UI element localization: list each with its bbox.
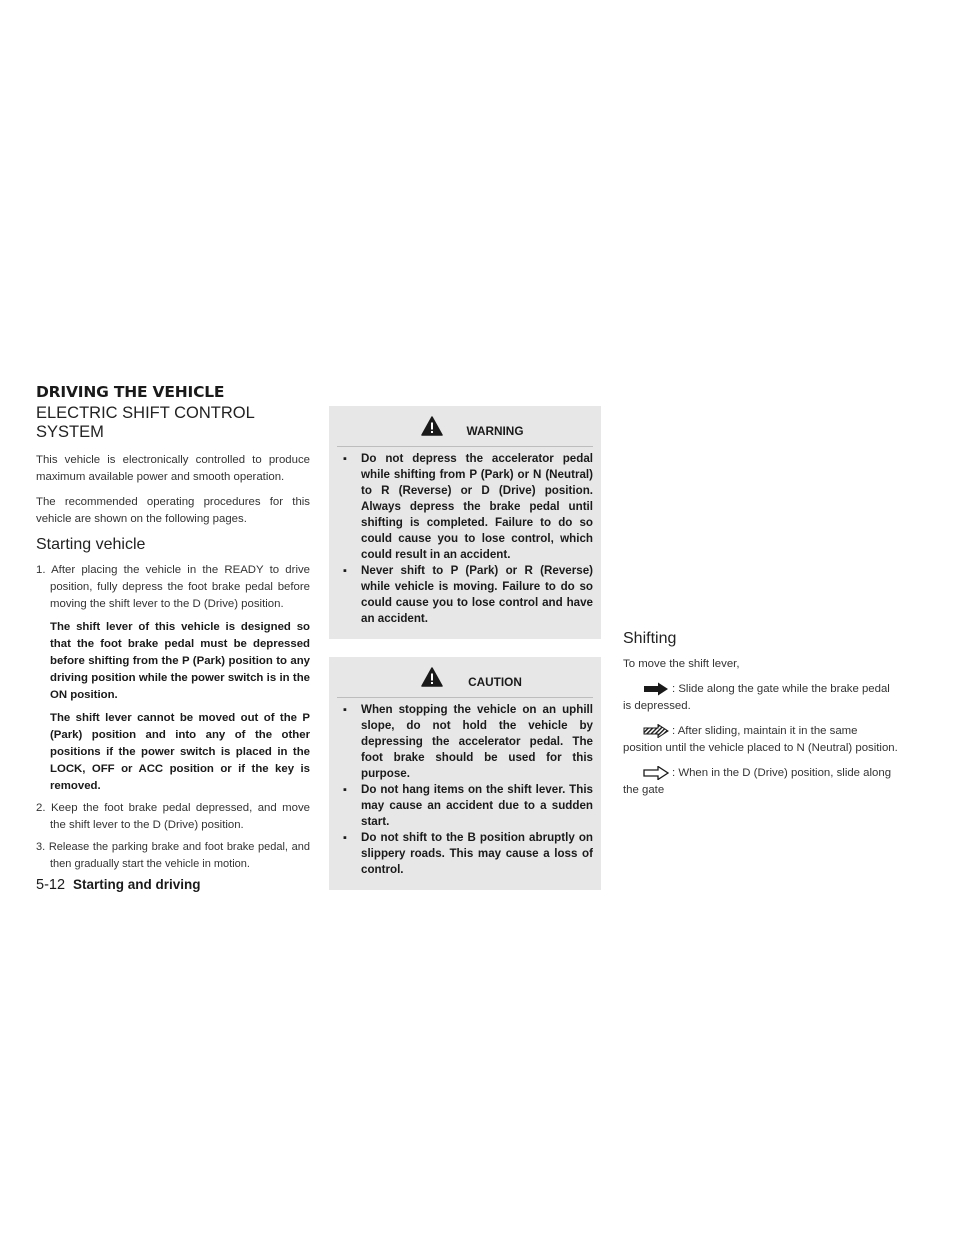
- shifting-intro: To move the shift lever,: [623, 658, 740, 670]
- list-item: 1. After placing the vehicle in the READY to drive position, fully depress the foot brake pedal before moving the shift lever to the D (Drive) position. The shift lever of this vehicle is designed so that the foot brake pedal must be depressed before shifting from the P (Park) position to any driving position while the power switch is in the ON position. The shift lever cannot be moved out of the P (Park) position and into any of the other positions if the power switch is placed in the LOCK, OFF or ACC position or if the key is removed.: [36, 562, 310, 795]
- solid-arrow-icon: [643, 682, 669, 696]
- divider: [337, 446, 593, 447]
- outline-arrow-icon: [643, 766, 669, 780]
- page-footer: [36, 877, 201, 893]
- step-note: The shift lever cannot be moved out of the P (Park) position and into any of the other positions if the power switch is placed in the LOCK, OFF or ACC position or if the key is removed.: [50, 712, 310, 792]
- legend-row: : After sliding, maintain it in the same position until the vehicle placed to N (Neutral) position.: [623, 725, 898, 754]
- legend-row: : Slide along the gate while the brake pedal is depressed.: [623, 683, 890, 712]
- legend-row: : When in the D (Drive) position, slide along the gate: [623, 767, 892, 796]
- warning-box: [329, 406, 601, 639]
- steps-list: [36, 562, 310, 873]
- shifting-heading: Shifting: [623, 630, 677, 647]
- divider: [337, 697, 593, 698]
- starting-vehicle-heading: Starting vehicle: [36, 536, 146, 553]
- intro-paragraph-2: The recommended operating procedures for this vehicle are shown on the following pages.: [36, 496, 310, 525]
- list-item: 2. Keep the foot brake pedal depressed, and move the shift lever to the D (Drive) position.: [36, 802, 310, 831]
- step-note: The shift lever of this vehicle is designed so that the foot brake pedal must be depressed before shifting from the P (Park) position to any driving position while the power switch is in the ON position.: [50, 621, 310, 701]
- section-header: DRIVING THE VEHICLE: [36, 383, 225, 401]
- page-title: ELECTRIC SHIFT CONTROL SYSTEM: [36, 404, 255, 441]
- list-item: ▪ Never shift to P (Park) or R (Reverse) while vehicle is moving. Failure to do so could cause you to lose control and have an accident.: [337, 563, 593, 627]
- hatched-arrow-icon: [643, 724, 669, 738]
- list-item: ▪ Do not shift to the B position abruptly on slippery roads. This may cause a loss of control.: [337, 830, 593, 878]
- right-column: [623, 622, 898, 807]
- intro-paragraph-1: This vehicle is electronically controlled to produce maximum available power and smooth operation.: [36, 454, 310, 483]
- warning-label: WARNING: [466, 424, 524, 438]
- caution-box: [329, 657, 601, 890]
- middle-column: [329, 406, 601, 908]
- list-item: 3. Release the parking brake and foot brake pedal, and then gradually start the vehicle in motion.: [36, 841, 310, 870]
- chapter-title: Starting and driving: [73, 877, 201, 892]
- caution-label: CAUTION: [468, 675, 522, 689]
- caution-list: [337, 702, 593, 878]
- list-item: ▪ When stopping the vehicle on an uphill slope, do not hold the vehicle by depressing the accelerator pedal. The foot brake should be used for this purpose.: [337, 702, 593, 782]
- list-item: ▪ Do not depress the accelerator pedal while shifting from P (Park) or N (Neutral) to R (Reverse) or D (Drive) position. Always depress the brake pedal until shifting is completed. Failure to do so could cause you to lose control, which could result in an accident.: [337, 451, 593, 563]
- warning-list: [337, 451, 593, 627]
- page-number: 5-12: [36, 877, 66, 893]
- left-column: [36, 404, 310, 878]
- list-item: ▪ Do not hang items on the shift lever. This may cause an accident due to a sudden start.: [337, 782, 593, 830]
